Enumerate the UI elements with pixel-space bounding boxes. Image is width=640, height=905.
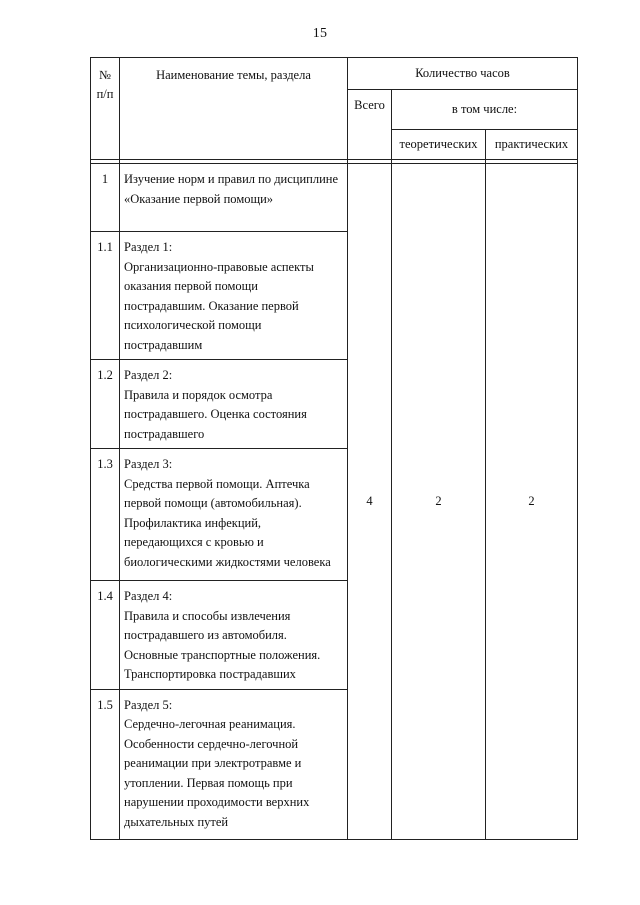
topic-line: психологической помощи	[124, 318, 262, 332]
row-topic	[120, 581, 348, 690]
topic-line: пострадавшего	[124, 426, 205, 441]
row-number: 1.3	[91, 449, 120, 581]
header-hours: Количество часов	[348, 58, 578, 90]
page-number: 15	[312, 26, 328, 41]
row-number: 1.5	[91, 689, 120, 839]
header-theory: теоретических	[392, 130, 486, 160]
topic-line: Раздел 5:	[124, 697, 173, 712]
row-topic	[120, 164, 348, 232]
row-number: 1.2	[91, 360, 120, 449]
topic-line: дыхательных путей	[124, 814, 229, 829]
topic-line: Профилактика инфекций,	[124, 515, 262, 530]
topic-line: оказания первой помощи	[124, 279, 258, 293]
topic-line: Раздел 3:	[124, 457, 173, 471]
topic-line: утоплении. Первая помощь при	[124, 775, 293, 790]
row-number: 1	[91, 164, 120, 232]
topic-line: пострадавшего. Оценка состояния	[124, 407, 307, 421]
topic-line: Изучение норм и правил по дисциплине	[124, 172, 339, 186]
topic-line: Раздел 2:	[124, 368, 173, 382]
topic-line: пострадавшего из автомобиля.	[124, 628, 287, 642]
header-number	[91, 58, 120, 160]
topic-line: Средства первой помощи. Аптечка	[124, 476, 310, 491]
header-number-text: № п/п	[96, 68, 114, 101]
row-topic	[120, 449, 348, 581]
topic-line: биологическими жидкостями человека	[124, 554, 331, 569]
topic-line: Раздел 1:	[124, 240, 173, 254]
topic-line: Транспортировка пострадавших	[124, 667, 296, 681]
topic-line: Особенности сердечно-легочной	[124, 736, 299, 751]
topic-line: «Оказание первой помощи»	[124, 191, 274, 206]
header-topic: Наименование темы, раздела	[120, 58, 348, 160]
topic-line: Правила и порядок осмотра	[124, 387, 273, 402]
row-topic	[120, 360, 348, 449]
row-topic	[120, 232, 348, 360]
topic-line: Раздел 4:	[124, 589, 173, 603]
hours-table	[90, 57, 578, 840]
topic-line: нарушении проходимости верхних	[124, 795, 310, 809]
table-row	[91, 164, 578, 232]
topic-line: первой помощи (автомобильная).	[124, 496, 302, 510]
topic-line: Сердечно-легочная реанимация.	[124, 717, 296, 731]
header-practice: практических	[486, 130, 578, 160]
topic-line: Правила и способы извлечения	[124, 608, 291, 623]
hours-total: 4	[348, 164, 392, 840]
topic-line: Организационно-правовые аспекты	[124, 259, 314, 274]
row-number: 1.1	[91, 232, 120, 360]
topic-line: передающихся с кровью и	[124, 535, 264, 549]
topic-line: Основные транспортные положения.	[124, 647, 321, 662]
hours-practice: 2	[486, 164, 578, 840]
topic-line: реанимации при электротравме и	[124, 756, 302, 770]
hours-theory: 2	[392, 164, 486, 840]
row-number: 1.4	[91, 581, 120, 690]
topic-line: пострадавшим	[124, 337, 203, 352]
row-topic	[120, 689, 348, 839]
header-total: Всего	[348, 90, 392, 160]
topic-line: пострадавшим. Оказание первой	[124, 298, 299, 313]
header-including: в том числе:	[392, 90, 578, 130]
